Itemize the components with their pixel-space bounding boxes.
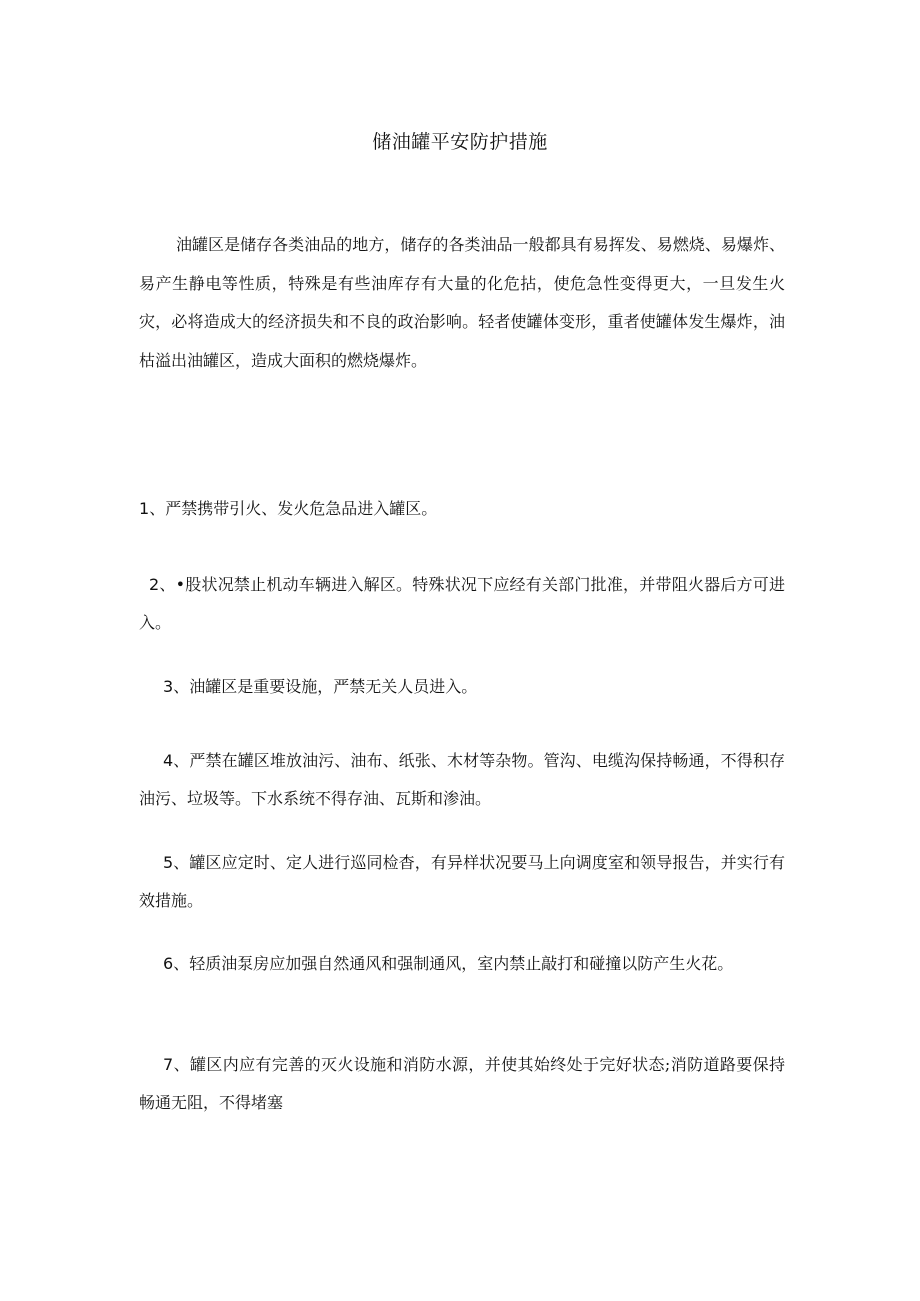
item-text: •股状况禁止机动车辆进入解区。特殊状况下应经有关部门批准，并带阻火器后方可进入。 xyxy=(139,575,785,632)
item-separator: 、 xyxy=(173,853,190,872)
item-number: 6 xyxy=(163,954,174,973)
measure-item-2 xyxy=(139,566,785,642)
measure-item-3 xyxy=(139,668,785,706)
item-number: 2 xyxy=(149,575,160,594)
item-text: 油罐区是重要设施，严禁无关人员进入。 xyxy=(189,677,478,696)
measure-item-5 xyxy=(139,844,785,920)
item-number: 4 xyxy=(163,751,174,770)
item-number: 3 xyxy=(163,677,174,696)
item-number: 5 xyxy=(163,853,174,872)
measure-item-4 xyxy=(139,742,785,818)
item-separator: 、 xyxy=(149,499,166,518)
item-separator: 、 xyxy=(173,677,190,696)
item-number: 1 xyxy=(139,499,150,518)
item-text: 罐区应定时、定人进行巡同检杳，有异样状况要马上向调度室和领导报告，并实行有效措施。 xyxy=(139,853,785,910)
measure-item-6 xyxy=(139,945,785,983)
item-separator: 、 xyxy=(173,751,190,770)
item-separator: 、 xyxy=(159,575,176,594)
item-text: 严禁在罐区堆放油污、油布、纸张、木材等杂物。管沟、电缆沟保持畅通，不得积存油污、垃圾等。下水系统不得存油、瓦斯和渗油。 xyxy=(139,751,785,808)
measure-item-7 xyxy=(139,1046,785,1122)
intro-paragraph: 油罐区是储存各类油品的地方，储存的各类油品一般都具有易挥发、易燃烧、易爆炸、易产生静电等性质，特殊是有些油库存有大量的化危拈，使危急性变得更大，一旦发生火灾，必将造成大的经济损失和不良的政治影响。轻者使罐体变形，重者使罐体发生爆炸，油枯溢出油罐区，造成大面积的燃烧爆炸。 xyxy=(139,235,785,370)
item-separator: 、 xyxy=(173,954,190,973)
item-separator: 、 xyxy=(173,1055,190,1074)
item-text: 严禁携带引火、发火危急品进入罐区。 xyxy=(165,499,438,518)
item-number: 7 xyxy=(163,1055,174,1074)
item-text: 轻质油泵房应加强自然通风和强制通风，室内禁止敲打和碰撞以防产生火花。 xyxy=(189,954,734,973)
item-text: 罐区内应有完善的灭火设施和消防水源，并使其始终处于完好状态;消防道路要保持畅通无阻，不得堵塞 xyxy=(139,1055,785,1112)
measure-item-1 xyxy=(139,490,785,528)
document-title: 储油罐平安防护措施 xyxy=(372,131,548,153)
